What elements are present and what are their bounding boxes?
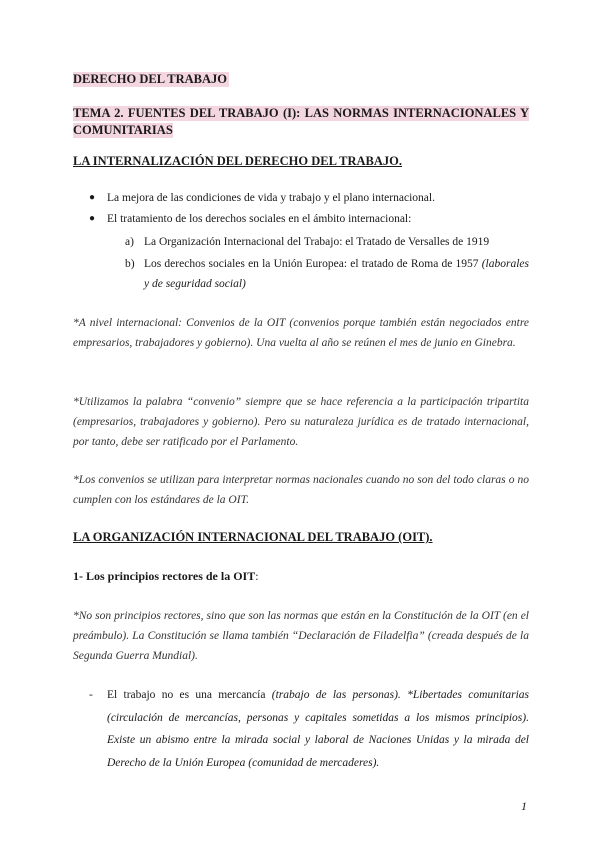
page-number: 1	[521, 799, 527, 813]
document-title: DERECHO DEL TRABAJO	[73, 72, 227, 86]
section-heading-oit: LA ORGANIZACIÓN INTERNACIONAL DEL TRABAJO (OIT).	[73, 530, 433, 544]
topic-heading: TEMA 2. FUENTES DEL TRABAJO (I): LAS NORMAS INTERNACIONALES Y COMUNITARIAS	[73, 106, 529, 137]
bullet-item: ● La mejora de las condiciones de vida y trabajo y el plano internacional.	[89, 192, 435, 204]
dash-list-item: - El trabajo no es una mercancía (trabajo de las personas). *Libertades comunitarias (circulación de mercancías, personas y capitales sometidas a los mismos principios). Existe un abismo entre la mirada social y laboral de Naciones Unidas y la mirada del Derecho de la Unión Europea (comunidad de mercaderes).	[89, 689, 529, 769]
sub-item-b: b) Los derechos sociales en la Unión Europea: el tratado de Roma de 1957 (laborales y de seguridad social)	[125, 258, 529, 290]
note-paragraph: *Utilizamos la palabra “convenio” siempre que se hace referencia a la participación tripartita (empresarios, trabajadores y gobierno). Pero su naturaleza jurídica es de tratado internacional, por tanto, debe ser ratificado por el Parlamento.	[73, 396, 529, 448]
bullet-item: ● El tratamiento de los derechos sociales en el ámbito internacional:	[89, 213, 412, 225]
note-paragraph: *No son principios rectores, sino que son las normas que están en la Constitución de la OIT (en el preámbulo). La Constitución se llama también “Declaración de Filadelfia” (creada después de la Segunda Guerra Mundial).	[73, 610, 529, 662]
section-heading-internalizacion: LA INTERNALIZACIÓN DEL DERECHO DEL TRABAJO.	[73, 154, 403, 168]
sub-item-a: a) La Organización Internacional del Trabajo: el Tratado de Versalles de 1919	[125, 236, 490, 248]
bullet-icon: ●	[89, 192, 96, 203]
bullet-icon: ●	[89, 213, 96, 224]
subsection-heading: 1- Los principios rectores de la OIT:	[73, 569, 259, 583]
note-paragraph: *A nivel internacional: Convenios de la OIT (convenios porque también están negociados entre empresarios, trabajadores y gobierno). Una vuelta al año se reúnen el mes de junio en Ginebra.	[73, 317, 529, 349]
note-paragraph: *Los convenios se utilizan para interpretar normas nacionales cuando no son del todo claras o no cumplen con los estándares de la OIT.	[73, 474, 529, 506]
